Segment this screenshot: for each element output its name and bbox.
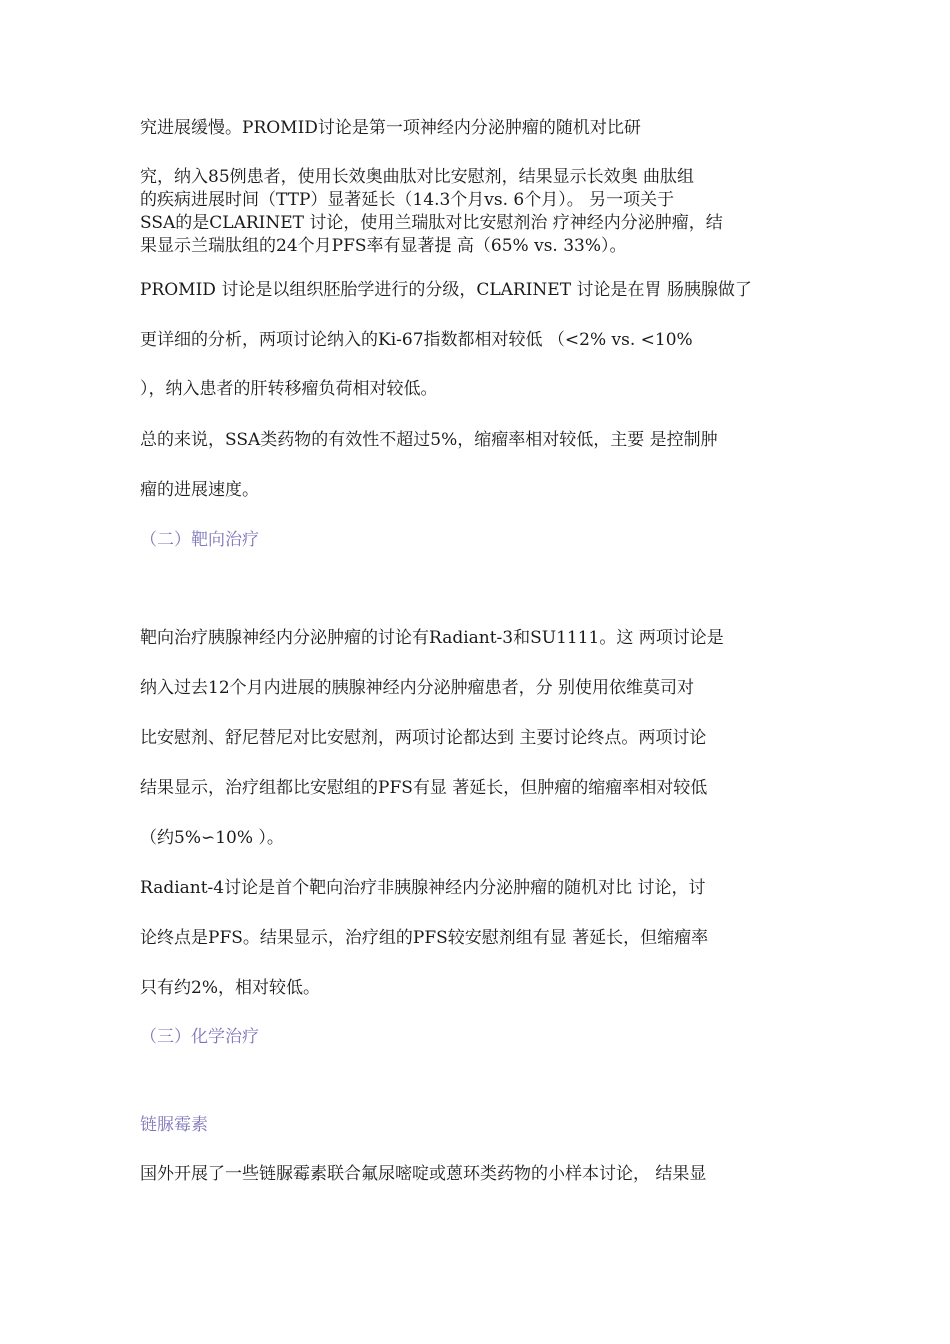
paragraph-line: 比安慰剂、舒尼替尼对比安慰剂，两项讨论都达到 主要讨论终点。两项讨论: [140, 728, 707, 748]
paragraph-line: SSA的是CLARINET 讨论，使用兰瑞肽对比安慰剂治 疗神经内分泌肿瘤，结: [140, 213, 723, 233]
paragraph-line: PROMID 讨论是以组织胚胎学进行的分级，CLARINET 讨论是在胃 肠胰腺做了: [140, 280, 752, 300]
paragraph-line: 果显示兰瑞肽组的24个月PFS率有显著提 高（65% vs. 33%）。: [140, 236, 627, 256]
paragraph-line: 论终点是PFS。结果显示，治疗组的PFS较安慰剂组有显 著延长，但缩瘤率: [140, 928, 709, 948]
subsection-heading-streptozocin: 链脲霉素: [140, 1115, 208, 1135]
paragraph-line: （约5%∽10% ）。: [140, 828, 284, 848]
paragraph-line: 的疾病进展时间（TTP）显著延长（14.3个月vs. 6个月）。 另一项关于: [140, 190, 675, 210]
paragraph-line: 纳入过去12个月内进展的胰腺神经内分泌肿瘤患者，分 别使用依维莫司对: [140, 678, 695, 698]
paragraph-line: 总的来说，SSA类药物的有效性不超过5%，缩瘤率相对较低，主要 是控制肿: [140, 430, 718, 450]
paragraph-line: 究，纳入85例患者，使用长效奥曲肽对比安慰剂，结果显示长效奥 曲肽组: [140, 167, 695, 187]
paragraph-line: 究进展缓慢。PROMID讨论是第一项神经内分泌肿瘤的随机对比研: [140, 118, 641, 138]
paragraph-line: ），纳入患者的肝转移瘤负荷相对较低。: [140, 379, 438, 399]
section-heading-chemotherapy: （三）化学治疗: [140, 1027, 259, 1047]
paragraph-line: 更详细的分析，两项讨论纳入的Ki-67指数都相对较低 （<2% vs. <10%: [140, 330, 693, 350]
paragraph-line: 结果显示，治疗组都比安慰组的PFS有显 著延长，但肿瘤的缩瘤率相对较低: [140, 778, 708, 798]
section-heading-targeted-therapy: （二）靶向治疗: [140, 530, 259, 550]
paragraph-line: 国外开展了一些链脲霉素联合氟尿嘧啶或蒽环类药物的小样本讨论， 结果显: [140, 1164, 707, 1184]
paragraph-line: 瘤的进展速度。: [140, 480, 259, 500]
paragraph-line: 只有约2%，相对较低。: [140, 978, 320, 998]
paragraph-line: Radiant-4讨论是首个靶向治疗非胰腺神经内分泌肿瘤的随机对比 讨论，讨: [140, 878, 706, 898]
paragraph-line: 靶向治疗胰腺神经内分泌肿瘤的讨论有Radiant-3和SU1111。这 两项讨论是: [140, 628, 724, 648]
